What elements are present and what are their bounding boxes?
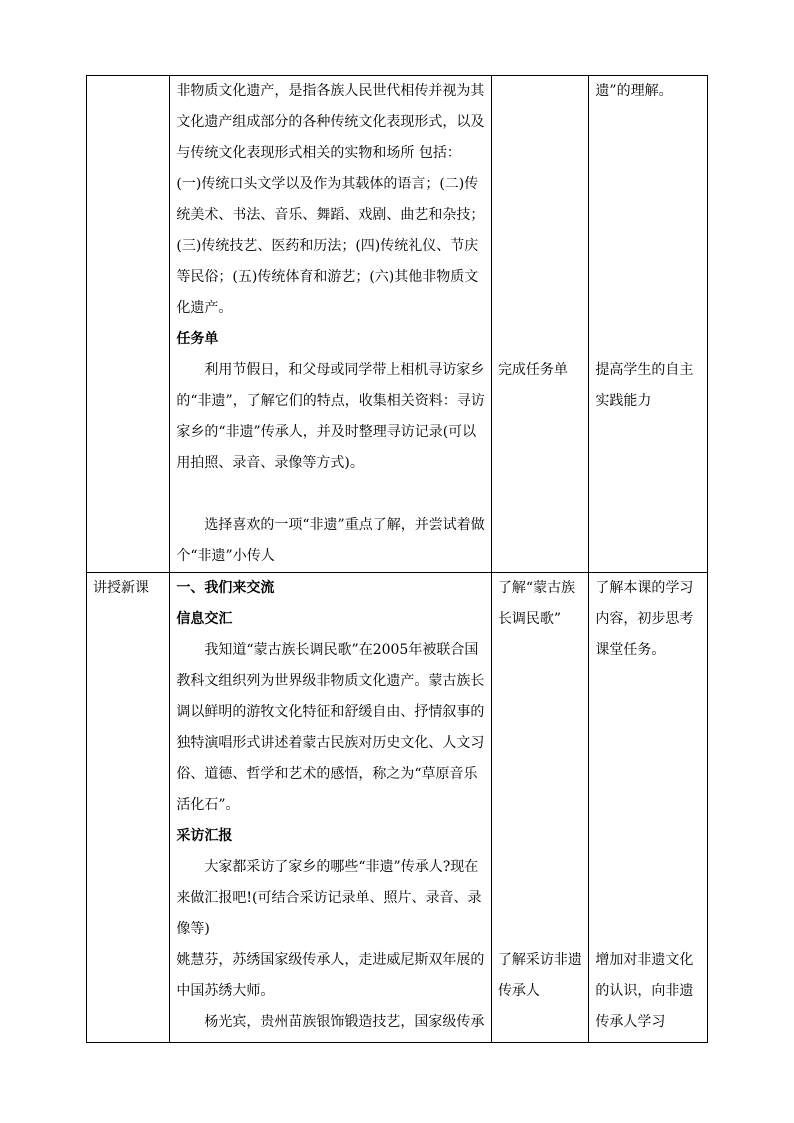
report-text: 大家都采访了家乡的哪些“非遗”传承人?现在来做汇报吧!(可结合采访记录单、照片、录音、录像等) xyxy=(176,859,482,937)
intent-cell xyxy=(589,76,708,573)
content-cell xyxy=(170,76,492,573)
intent-cell xyxy=(589,573,708,1043)
activity-cell xyxy=(491,573,588,1043)
intent-2: 增加对非遗文化的认识，向非遗传承人学习 xyxy=(595,952,694,1030)
activity-cell xyxy=(491,76,588,573)
info-heading: 信息交汇 xyxy=(176,611,233,627)
spacer xyxy=(176,479,485,510)
section-heading: 一、我们来交流 xyxy=(176,580,275,596)
person-2: 杨光宾，贵州苗族银饰锻造技艺，国家级传承 xyxy=(204,1014,485,1030)
report-heading: 采访汇报 xyxy=(176,828,233,844)
intent-1: 了解本课的学习内容，初步思考课堂任务。 xyxy=(595,580,694,658)
choose-text: 选择喜欢的一项“非遗”重点了解，并尝试着做个“非遗”小传人 xyxy=(176,517,485,564)
stage-cell: 讲授新课 xyxy=(87,573,170,1043)
student-activity-2: 了解采访非遗传承人 xyxy=(497,952,582,999)
spacer xyxy=(595,666,701,945)
spacer xyxy=(498,635,582,945)
intent-text: 提高学生的自主实践能力 xyxy=(595,362,694,409)
person-1: 姚慧芬，苏绣国家级传承人，走进威尼斯双年展的中国苏绣大师。 xyxy=(176,952,485,999)
task-heading: 任务单 xyxy=(176,331,219,347)
table-row xyxy=(87,76,708,573)
stage-cell xyxy=(87,76,170,573)
task-text: 利用节假日，和父母或同学带上相机寻访家乡的“非遗”，了解它们的特点，收集相关资料：寻访家乡的“非遗”传承人，并及时整理寻访记录(可以用拍照、录音、录像等方式)。 xyxy=(176,362,485,471)
student-activity: 完成任务单 xyxy=(497,362,568,378)
content-cell xyxy=(170,573,492,1043)
student-activity-1: 了解“蒙古族长调民歌” xyxy=(497,580,576,627)
info-text: 我知道“蒙古族长调民歌”在2005年被联合国教科文组织列为世界级非物质文化遗产。蒙古族长调以鲜明的游牧文化特征和舒缓自由、抒情叙事的独特演唱形式讲述着蒙古民族对历史文化、人文习俗、道德、哲学和艺术的感悟，称之为“草原音乐活化石”。 xyxy=(176,642,485,813)
spacer xyxy=(498,76,582,355)
intent-top: 遗”的理解。 xyxy=(595,83,673,99)
lesson-plan-table xyxy=(86,75,708,1043)
definition-text: 非物质文化遗产，是指各族人民世代相传并视为其文化遗产组成部分的各种传统文化表现形式，以及与传统文化表现形式相关的实物和场所 包括：(一)传统口头文学以及作为其载体的语言；(二)传统美术、书法、音乐、舞蹈、戏剧、曲艺和杂技；(三)传统技艺、医药和历法；(四)传统礼仪、节庆等民俗；(五)传统体育和游艺；(六)其他非物质文化遗产。 xyxy=(176,83,485,316)
table-row xyxy=(87,573,708,1043)
spacer xyxy=(595,107,701,355)
